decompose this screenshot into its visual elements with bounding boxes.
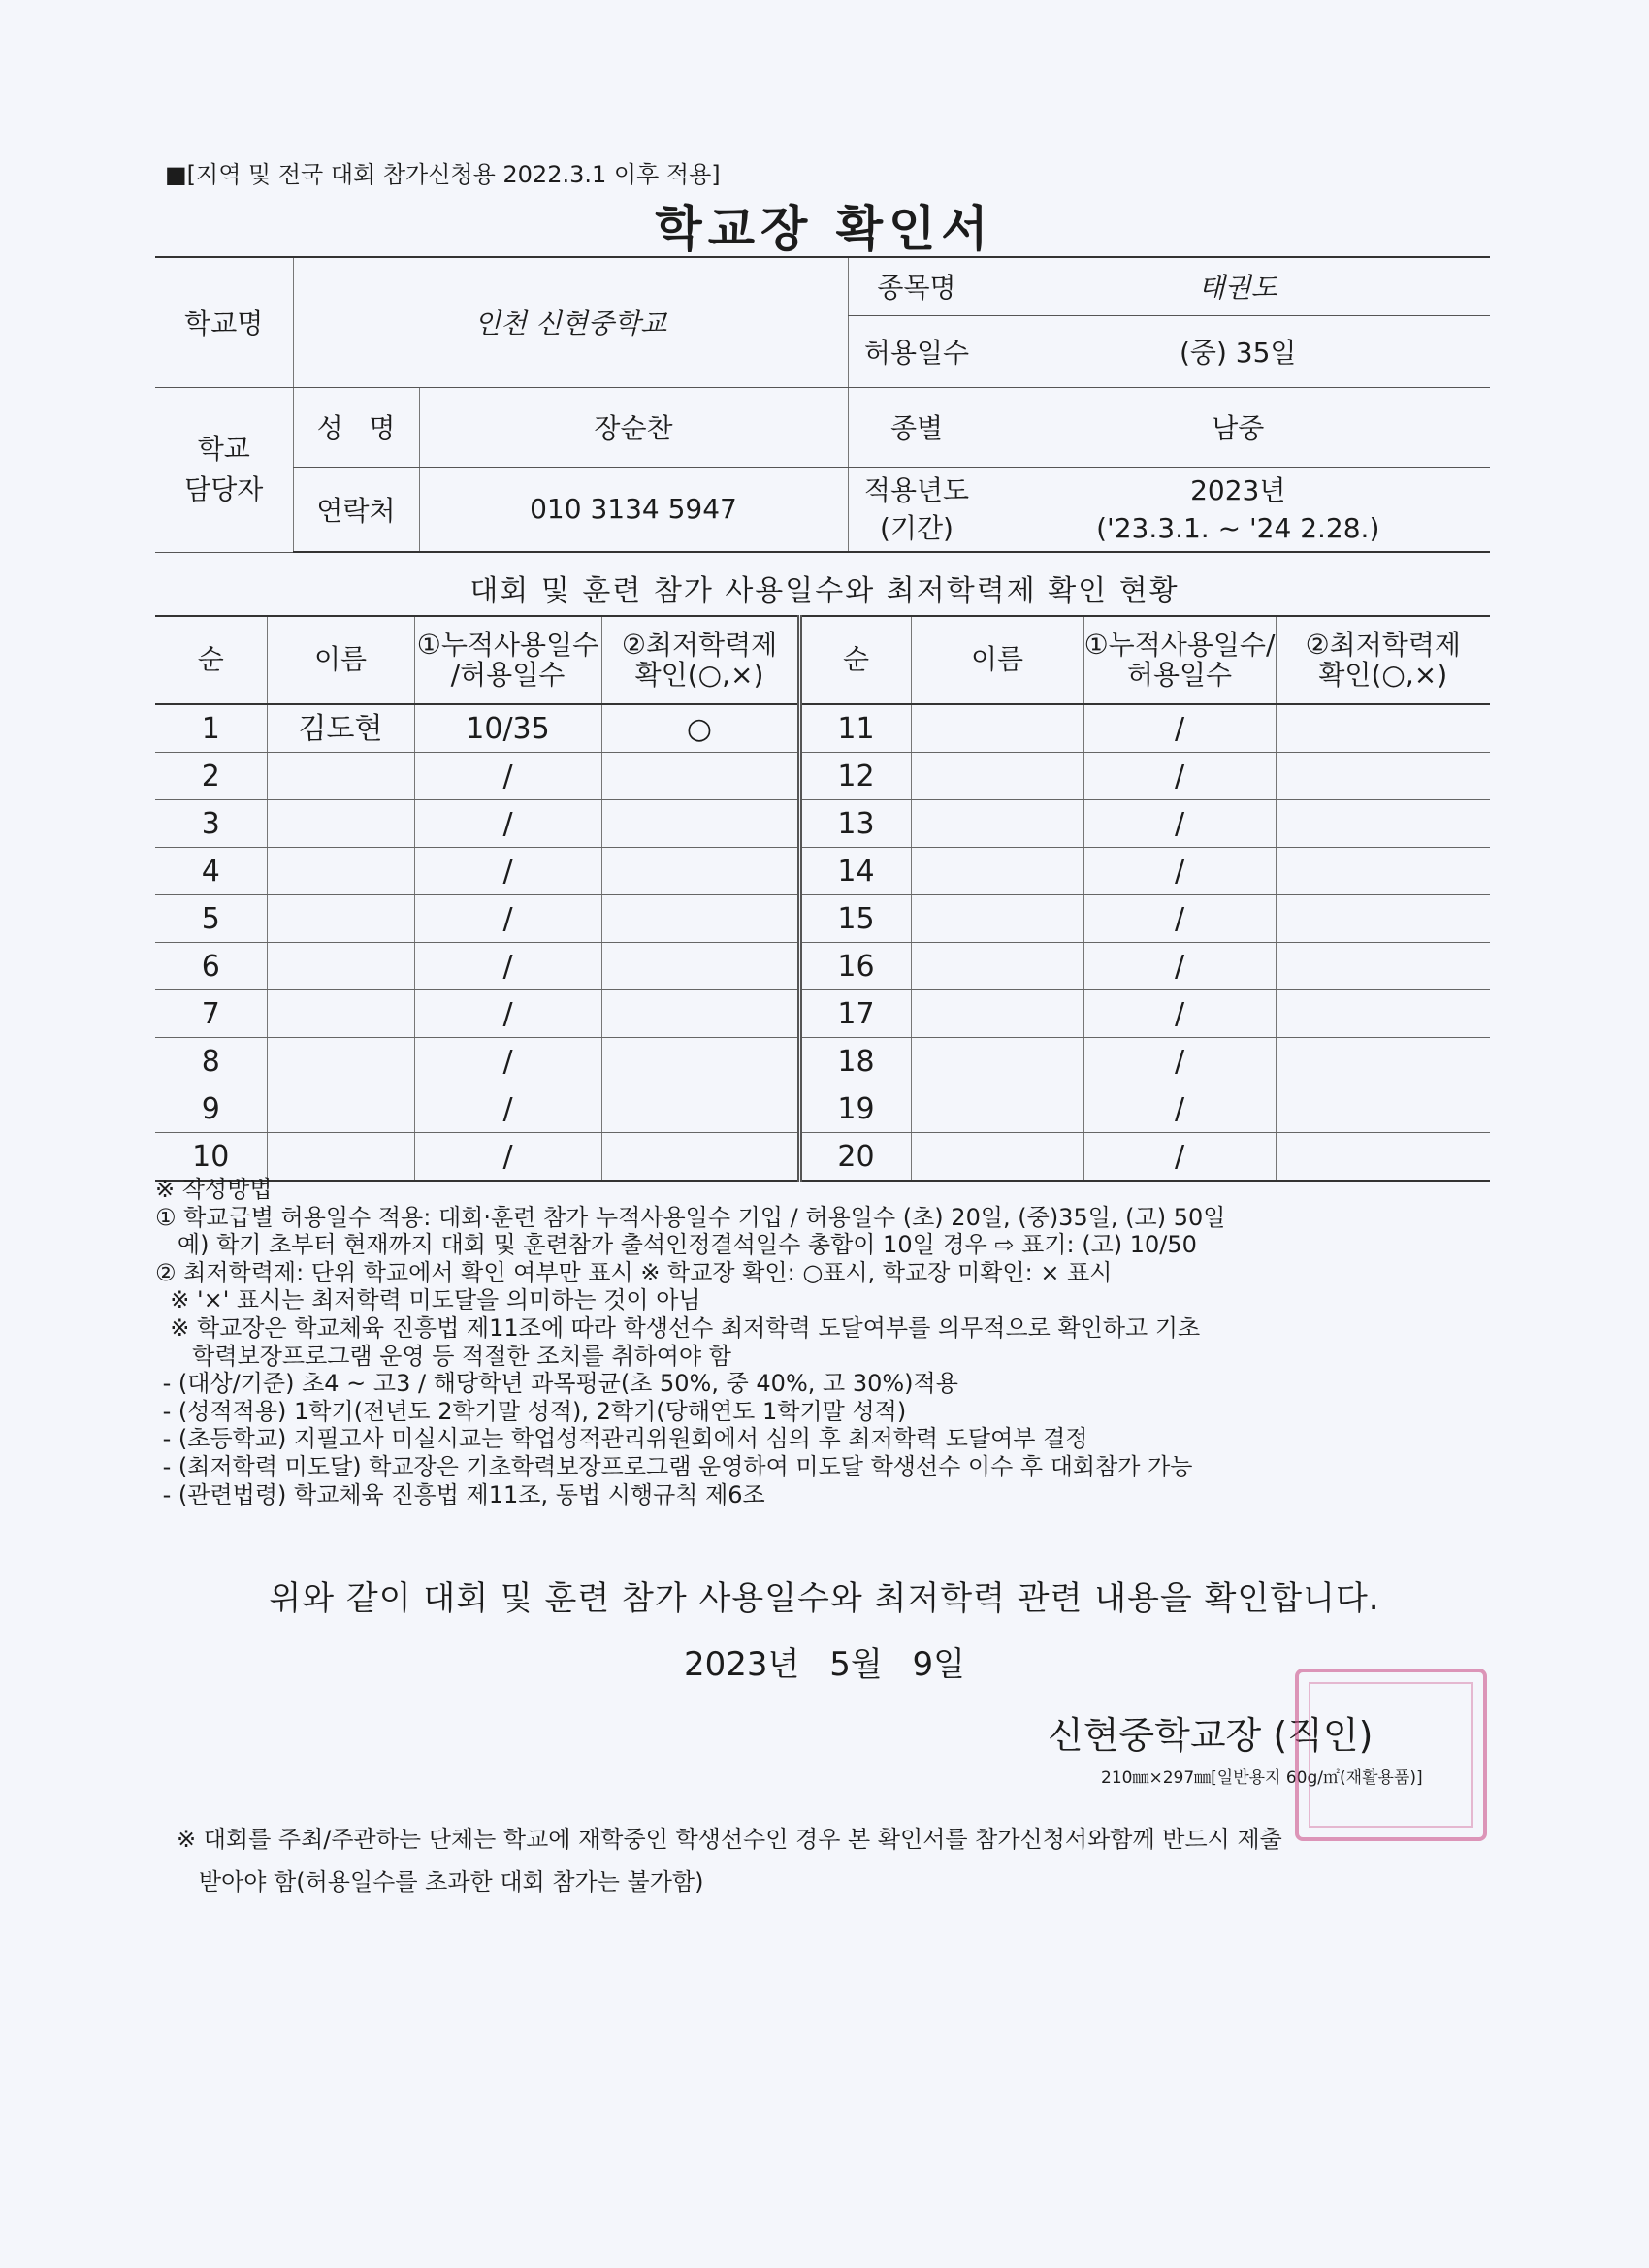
student-name [267,1133,414,1182]
event-label: 종목명 [848,257,986,315]
row-number: 6 [155,943,267,990]
table-row [155,895,1490,943]
min-academic-check [601,800,799,848]
paper-spec: 210㎜×297㎜[일반용지 60g/㎡(재활용품)] [1101,1768,1423,1788]
allowed-days-label: 허용일수 [848,315,986,387]
min-academic-check-right [1276,990,1490,1038]
min-academic-check [601,990,799,1038]
used-days-right: / [1083,1085,1276,1133]
student-name [267,753,414,800]
row-number: 8 [155,1038,267,1085]
usage-table-header [155,616,1490,704]
student-name: 김도현 [267,704,414,753]
row-number-right: 13 [799,800,911,848]
used-days: / [414,848,601,895]
used-days: / [414,1085,601,1133]
used-days: / [414,943,601,990]
used-days: 10/35 [414,704,601,753]
event-value: 태권도 [986,257,1490,315]
table-row [155,1038,1490,1085]
instruction-line: - (최저학력 미도달) 학교장은 기초학력보장프로그램 운영하여 미도달 학생선수 이수 후 대회참가 가능 [155,1453,1193,1480]
min-academic-check-right [1276,1038,1490,1085]
period-value: 2023년 ('23.3.1. ~ '24 2.28.) [986,467,1490,552]
min-academic-check [601,848,799,895]
table-row [155,753,1490,800]
used-days-right: / [1083,943,1276,990]
used-days: / [414,990,601,1038]
row-number: 1 [155,704,267,753]
table-row [155,943,1490,990]
instruction-line: ※ 작성방법 [155,1176,273,1203]
used-days: / [414,753,601,800]
student-name-right [911,1133,1083,1182]
student-name-right [911,848,1083,895]
form-usage-note: ■[지역 및 전국 대회 참가신청용 2022.3.1 이후 적용] [165,161,721,188]
used-days: / [414,1133,601,1182]
row-number-right: 16 [799,943,911,990]
instruction-line: ※ 학교장은 학교체육 진흥법 제11조에 따라 학생선수 최저학력 도달여부를 의무적으로 확인하고 기초 [155,1314,1201,1342]
header-min-academic: ②최저학력제 확인(○,×) [601,616,799,704]
instruction-line: 학력보장프로그램 운영 등 적절한 조치를 취하여야 함 [155,1342,731,1370]
row-number-right: 15 [799,895,911,943]
student-name-right [911,990,1083,1038]
used-days: / [414,1038,601,1085]
category-label: 종별 [848,387,986,467]
document-date: 2023년 5월 9일 [684,1645,965,1684]
min-academic-check-right [1276,848,1490,895]
used-days-right: / [1083,990,1276,1038]
student-name-right [911,895,1083,943]
row-number-right: 18 [799,1038,911,1085]
table-row [155,704,1490,753]
info-table [155,256,1490,553]
student-name-right [911,1085,1083,1133]
student-name [267,848,414,895]
student-name-right [911,1038,1083,1085]
header-name: 이름 [267,616,414,704]
student-name-right [911,753,1083,800]
row-number: 3 [155,800,267,848]
student-name-right [911,800,1083,848]
row-number: 4 [155,848,267,895]
min-academic-check-right [1276,1085,1490,1133]
table-row [155,848,1490,895]
contact-label: 연락처 [293,467,419,552]
min-academic-check-right [1276,704,1490,753]
instruction-line: - (초등학교) 지필고사 미실시교는 학업성적관리위원회에서 심의 후 최저학력 도달여부 결정 [155,1425,1088,1453]
footer-line: 받아야 함(허용일수를 초과한 대회 참가는 불가함) [177,1868,704,1895]
used-days-right: / [1083,704,1276,753]
header-no: 순 [155,616,267,704]
used-days-right: / [1083,848,1276,895]
header-no-right: 순 [799,616,911,704]
instruction-line: ※ '×' 표시는 최저학력 미도달을 의미하는 것이 아님 [155,1286,701,1314]
row-number-right: 14 [799,848,911,895]
footer-line: ※ 대회를 주최/주관하는 단체는 학교에 재학중인 학생선수인 경우 본 확인서를 참가신청서와함께 반드시 제출 [177,1826,1282,1853]
confirmation-statement: 위와 같이 대회 및 훈련 참가 사용일수와 최저학력 관련 내용을 확인합니다. [269,1579,1380,1618]
header-used-days-right: ①누적사용일수/ 허용일수 [1083,616,1276,704]
used-days-right: / [1083,1038,1276,1085]
student-name [267,1038,414,1085]
used-days-right: / [1083,1133,1276,1182]
student-name [267,990,414,1038]
used-days-right: / [1083,895,1276,943]
instruction-line: ① 학교급별 허용일수 적용: 대회·훈련 참가 누적사용일수 기입 / 허용일수 (초) 20일, (중)35일, (고) 50일 [155,1203,1226,1231]
row-number: 10 [155,1133,267,1182]
min-academic-check: ○ [601,704,799,753]
header-name-right: 이름 [911,616,1083,704]
min-academic-check [601,1038,799,1085]
table-row [155,1133,1490,1182]
used-days: / [414,895,601,943]
row-number: 2 [155,753,267,800]
row-number-right: 12 [799,753,911,800]
min-academic-check [601,753,799,800]
instruction-line: - (관련법령) 학교체육 진흥법 제11조, 동법 시행규칙 제6조 [155,1480,765,1508]
min-academic-check-right [1276,943,1490,990]
used-days-right: / [1083,800,1276,848]
min-academic-check [601,943,799,990]
category-value: 남중 [986,387,1490,467]
header-used-days: ①누적사용일수 /허용일수 [414,616,601,704]
min-academic-check-right [1276,800,1490,848]
used-days-right: / [1083,753,1276,800]
table-row [155,990,1490,1038]
principal-signature: 신현중학교장 (직인) [1048,1714,1374,1757]
row-number: 7 [155,990,267,1038]
header-min-academic-right: ②최저학력제 확인(○,×) [1276,616,1490,704]
name-value: 장순찬 [419,387,848,467]
period-label: 적용년도 (기간) [848,467,986,552]
min-academic-check [601,895,799,943]
min-academic-check-right [1276,895,1490,943]
student-name [267,1085,414,1133]
official-seal-stamp [1295,1669,1487,1841]
footer-notice [177,1818,1282,1903]
contact-value: 010 3134 5947 [419,467,848,552]
row-number-right: 17 [799,990,911,1038]
student-name-right [911,943,1083,990]
table-row [155,1085,1490,1133]
student-name [267,943,414,990]
instruction-line: - (대상/기준) 초4 ~ 고3 / 해당학년 과목평균(초 50%, 중 40%, 고 30%)적용 [155,1370,958,1398]
row-number: 9 [155,1085,267,1133]
min-academic-check-right [1276,753,1490,800]
instruction-line: - (성적적용) 1학기(전년도 2학기말 성적), 2학기(당해연도 1학기말 성적) [155,1397,907,1425]
min-academic-check-right [1276,1133,1490,1182]
min-academic-check [601,1085,799,1133]
instruction-line: 예) 학기 초부터 현재까지 대회 및 훈련참가 출석인정결석일수 총합이 10일 경우 ⇨ 표기: (고) 10/50 [155,1231,1197,1259]
used-days: / [414,800,601,848]
table-subtitle: 대회 및 훈련 참가 사용일수와 최저학력제 확인 현황 [469,574,1180,608]
instruction-line: ② 최저학력제: 단위 학교에서 확인 여부만 표시 ※ 학교장 확인: ○표시, 학교장 미확인: × 표시 [155,1258,1113,1286]
usage-table [155,615,1490,1182]
row-number: 5 [155,895,267,943]
student-name-right [911,704,1083,753]
name-label: 성 명 [293,387,419,467]
document-title: 학교장 확인서 [655,201,994,257]
allowed-days-value: (중) 35일 [986,315,1490,387]
row-number-right: 11 [799,704,911,753]
school-value: 인천 신현중학교 [293,257,848,387]
table-row [155,800,1490,848]
student-name [267,800,414,848]
student-name [267,895,414,943]
min-academic-check [601,1133,799,1182]
school-label: 학교명 [155,257,293,387]
row-number-right: 20 [799,1133,911,1182]
manager-label: 학교 담당자 [155,387,293,552]
row-number-right: 19 [799,1085,911,1133]
